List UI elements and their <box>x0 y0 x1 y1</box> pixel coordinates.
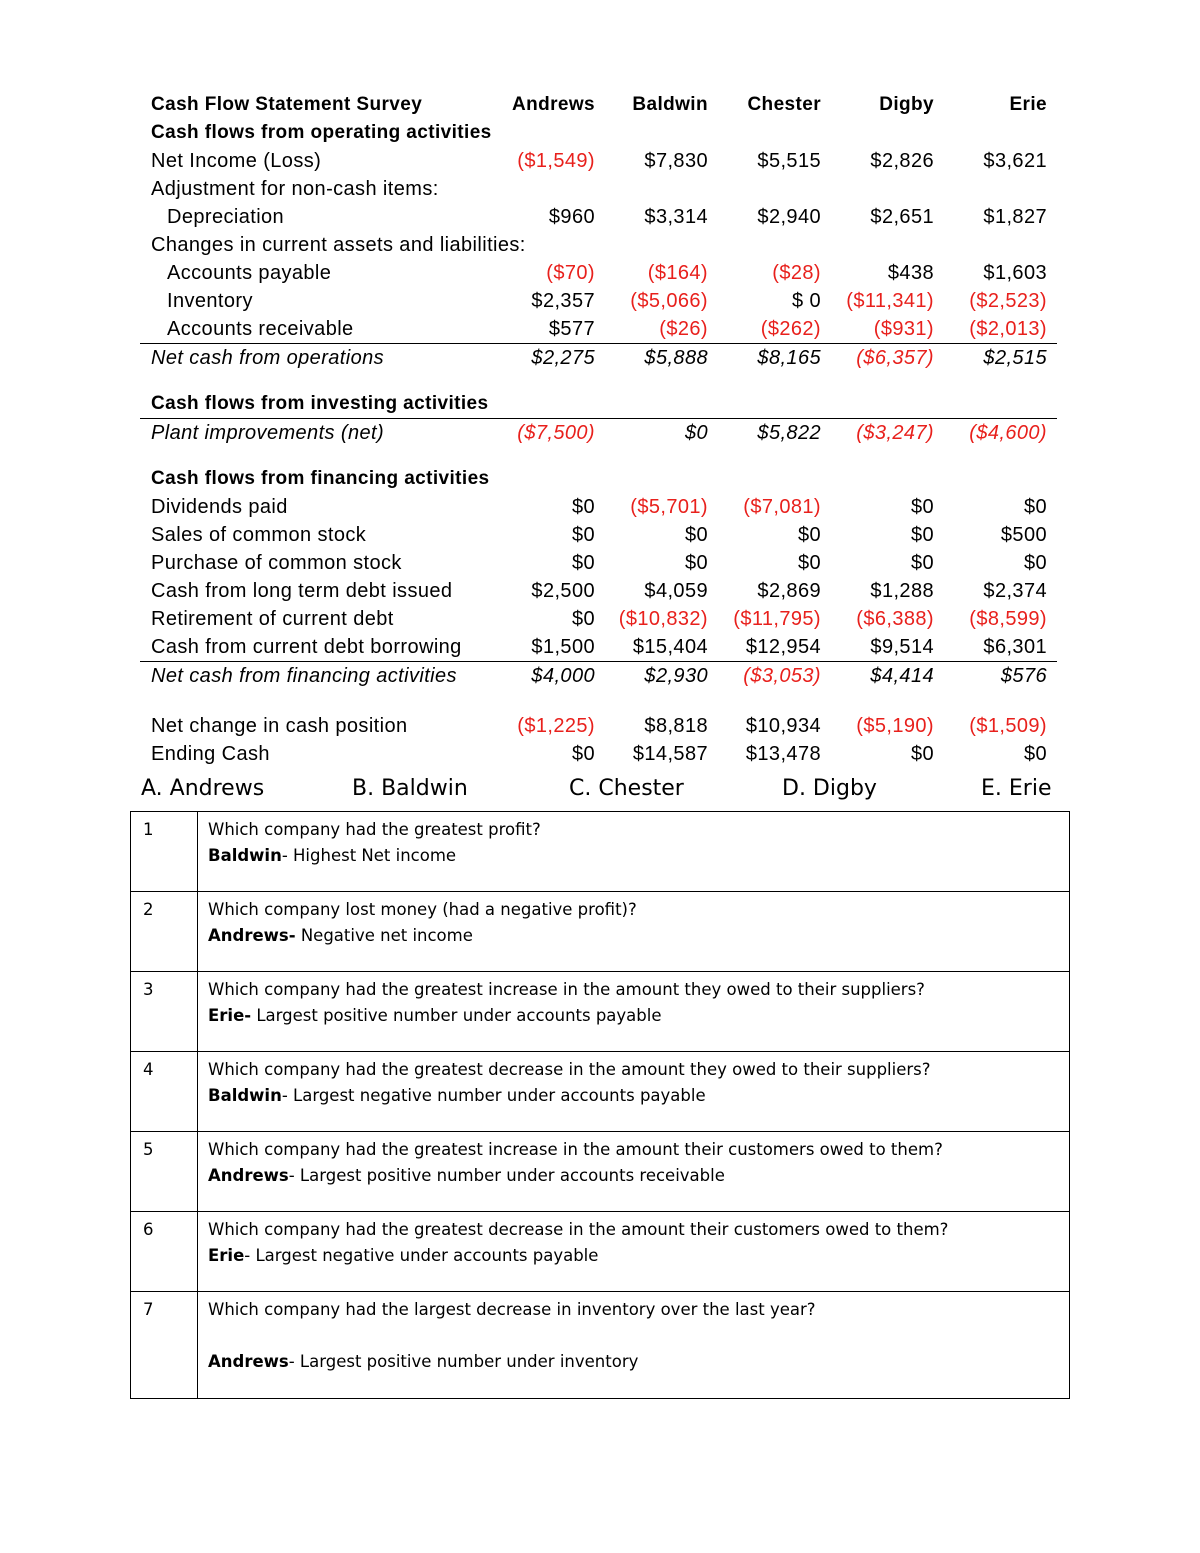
changes-label: Changes in current assets and liabilities: <box>151 233 526 256</box>
question-text: Which company had the greatest profit? <box>208 820 541 839</box>
value-cell: $0 <box>910 523 934 546</box>
value-cell: $576 <box>944 662 1057 691</box>
question-row <box>131 812 1070 892</box>
question-number: 6 <box>131 1212 198 1292</box>
question-text: Which company had the greatest increase in the amount they owed to their suppliers? <box>208 980 925 999</box>
row-label: Net change in cash position <box>151 714 408 737</box>
answer-explanation: - Largest negative number under accounts payable <box>281 1086 706 1105</box>
value-cell: $13,478 <box>745 742 821 765</box>
value-cell: $4,059 <box>644 579 708 602</box>
answer-line <box>208 1003 1059 1029</box>
value-cell: ($70) <box>546 261 595 284</box>
value-cell: $4,000 <box>492 662 605 691</box>
section-row <box>140 465 1057 493</box>
value-cell: $0 <box>910 495 934 518</box>
question-cell <box>198 812 1070 892</box>
row-label: Ending Cash <box>151 742 270 765</box>
row-label: Net cash from operations <box>140 344 492 373</box>
value-cell: ($26) <box>659 317 708 340</box>
company-header-andrews: Andrews <box>511 94 595 115</box>
value-cell: $1,500 <box>531 635 595 658</box>
value-cell: $2,930 <box>605 662 718 691</box>
question-row <box>131 892 1070 972</box>
value-cell: $0 <box>571 742 595 765</box>
table-row <box>140 315 1057 344</box>
value-cell: $0 <box>571 523 595 546</box>
statement-title: Cash Flow Statement Survey <box>151 94 423 115</box>
table-row <box>140 740 1057 768</box>
value-cell: $6,301 <box>983 635 1047 658</box>
value-cell: ($5,066) <box>630 289 708 312</box>
table-row <box>140 147 1057 175</box>
answer-company: Erie <box>208 1246 245 1265</box>
value-cell: ($10,832) <box>618 607 708 630</box>
question-table <box>130 811 1070 1399</box>
value-cell: $15,404 <box>632 635 708 658</box>
value-cell: $0 <box>910 551 934 574</box>
question-row <box>131 1212 1070 1292</box>
value-cell: $1,827 <box>983 205 1047 228</box>
question-cell <box>198 892 1070 972</box>
company-header-digby: Digby <box>879 94 934 115</box>
value-cell: $3,314 <box>644 205 708 228</box>
answer-company: Baldwin <box>208 1086 282 1105</box>
question-cell <box>198 972 1070 1052</box>
value-cell: $0 <box>684 523 708 546</box>
value-cell: ($5,190) <box>856 714 934 737</box>
spacer-row <box>140 447 1057 465</box>
value-cell: $0 <box>1023 742 1047 765</box>
question-row <box>131 1132 1070 1212</box>
value-cell: $0 <box>684 551 708 574</box>
subheading-row <box>140 175 1057 203</box>
value-cell: $577 <box>548 317 595 340</box>
value-cell: $0 <box>571 607 595 630</box>
value-cell: $7,830 <box>644 149 708 172</box>
row-label: Retirement of current debt <box>151 607 394 630</box>
spacer-row <box>140 372 1057 390</box>
answer-explanation: Largest positive number under accounts payable <box>251 1006 662 1025</box>
answer-line <box>208 1243 1059 1269</box>
value-cell: $0 <box>797 523 821 546</box>
question-number: 1 <box>131 812 198 892</box>
row-label: Cash from long term debt issued <box>151 579 453 602</box>
value-cell: ($2,013) <box>969 317 1047 340</box>
choice-d: D. Digby <box>782 776 877 801</box>
value-cell: ($7,500) <box>492 419 605 448</box>
value-cell: ($6,357) <box>831 344 944 373</box>
value-cell: $0 <box>797 551 821 574</box>
answer-company: Andrews <box>208 1166 289 1185</box>
question-number: 7 <box>131 1292 198 1399</box>
value-cell: ($8,599) <box>969 607 1047 630</box>
answer-explanation: - Largest negative under accounts payable <box>244 1246 599 1265</box>
question-text: Which company had the greatest increase in the amount their customers owed to them? <box>208 1140 943 1159</box>
question-cell <box>198 1292 1070 1399</box>
answer-company: Erie- <box>208 1006 252 1025</box>
value-cell: $2,275 <box>492 344 605 373</box>
value-cell: $1,603 <box>983 261 1047 284</box>
choice-a: A. Andrews <box>141 776 265 801</box>
value-cell: $2,651 <box>870 205 934 228</box>
value-cell: ($1,549) <box>517 149 595 172</box>
spacer-row <box>140 690 1057 712</box>
question-number: 5 <box>131 1132 198 1212</box>
value-cell: $0 <box>1023 551 1047 574</box>
value-cell: ($11,341) <box>846 289 934 312</box>
question-row <box>131 1292 1070 1399</box>
value-cell: $0 <box>910 742 934 765</box>
table-row <box>140 633 1057 662</box>
answer-line <box>208 923 1059 949</box>
value-cell: ($3,053) <box>718 662 831 691</box>
subheading-row <box>140 231 1057 259</box>
value-cell: $0 <box>571 495 595 518</box>
adjustment-label: Adjustment for non-cash items: <box>151 177 439 200</box>
value-cell: ($1,225) <box>517 714 595 737</box>
row-label: Inventory <box>167 289 253 312</box>
row-label: Net Income (Loss) <box>151 149 322 172</box>
answer-line <box>208 1349 1059 1375</box>
total-row <box>140 419 1057 448</box>
row-label: Cash from current debt borrowing <box>151 635 462 658</box>
value-cell: $2,500 <box>531 579 595 602</box>
value-cell: $500 <box>1000 523 1047 546</box>
value-cell: $2,826 <box>870 149 934 172</box>
row-label: Purchase of common stock <box>151 551 402 574</box>
table-row <box>140 577 1057 605</box>
value-cell: $8,818 <box>644 714 708 737</box>
value-cell: $12,954 <box>745 635 821 658</box>
question-number: 3 <box>131 972 198 1052</box>
value-cell: $4,414 <box>831 662 944 691</box>
company-header-erie: Erie <box>1009 94 1047 115</box>
company-header-baldwin: Baldwin <box>632 94 708 115</box>
value-cell: ($164) <box>647 261 708 284</box>
question-number: 2 <box>131 892 198 972</box>
table-row <box>140 259 1057 287</box>
value-cell: $2,869 <box>757 579 821 602</box>
value-cell: ($5,701) <box>630 495 708 518</box>
value-cell: ($1,509) <box>969 714 1047 737</box>
choice-b: B. Baldwin <box>352 776 468 801</box>
question-text: Which company had the greatest decrease in the amount their customers owed to them? <box>208 1220 949 1239</box>
row-label: Depreciation <box>167 205 285 228</box>
operating-section-header: Cash flows from operating activities <box>151 122 492 143</box>
table-row <box>140 605 1057 633</box>
value-cell: ($6,388) <box>856 607 934 630</box>
answer-line <box>208 1083 1059 1109</box>
value-cell: $2,374 <box>983 579 1047 602</box>
answer-company: Andrews- <box>208 926 296 945</box>
value-cell: $0 <box>1023 495 1047 518</box>
question-row <box>131 1052 1070 1132</box>
answer-explanation: - Largest positive number under inventory <box>288 1352 639 1371</box>
value-cell: $2,940 <box>757 205 821 228</box>
total-row <box>140 662 1057 691</box>
question-cell <box>198 1132 1070 1212</box>
answer-explanation: - Largest positive number under accounts receivable <box>288 1166 725 1185</box>
answer-line <box>208 843 1059 869</box>
value-cell: $5,822 <box>718 419 831 448</box>
answer-company: Andrews <box>208 1352 289 1371</box>
value-cell: ($262) <box>760 317 821 340</box>
value-cell: $1,288 <box>870 579 934 602</box>
question-text: Which company lost money (had a negative profit)? <box>208 900 637 919</box>
value-cell: ($4,600) <box>944 419 1057 448</box>
total-row <box>140 344 1057 373</box>
value-cell: $8,165 <box>718 344 831 373</box>
value-cell: $2,357 <box>531 289 595 312</box>
choice-e: E. Erie <box>981 776 1052 801</box>
question-text: Which company had the greatest decrease in the amount they owed to their suppliers? <box>208 1060 931 1079</box>
value-cell: $9,514 <box>870 635 934 658</box>
cash-flow-statement <box>140 91 1057 768</box>
row-label: Accounts receivable <box>167 317 354 340</box>
answer-company: Baldwin <box>208 846 282 865</box>
section-row <box>140 119 1057 147</box>
choice-c: C. Chester <box>569 776 684 801</box>
value-cell: $960 <box>548 205 595 228</box>
blank-line <box>208 1323 1059 1349</box>
value-cell: $5,515 <box>757 149 821 172</box>
investing-section-header: Cash flows from investing activities <box>151 393 489 414</box>
value-cell: ($3,247) <box>831 419 944 448</box>
value-cell: $438 <box>887 261 934 284</box>
value-cell: ($7,081) <box>743 495 821 518</box>
company-header-chester: Chester <box>747 94 821 115</box>
value-cell: $5,888 <box>605 344 718 373</box>
row-label: Net cash from financing activities <box>140 662 492 691</box>
value-cell: ($11,795) <box>733 607 821 630</box>
question-row <box>131 972 1070 1052</box>
question-cell <box>198 1052 1070 1132</box>
row-label: Accounts payable <box>167 261 332 284</box>
value-cell: ($931) <box>873 317 934 340</box>
answer-explanation: - Highest Net income <box>281 846 457 865</box>
row-label: Sales of common stock <box>151 523 367 546</box>
row-label: Plant improvements (net) <box>140 419 492 448</box>
value-cell: ($28) <box>772 261 821 284</box>
question-cell <box>198 1212 1070 1292</box>
value-cell: ($2,523) <box>969 289 1047 312</box>
table-row <box>140 493 1057 521</box>
section-row <box>140 390 1057 419</box>
table-row <box>140 203 1057 231</box>
value-cell: $0 <box>571 551 595 574</box>
table-row <box>140 521 1057 549</box>
value-cell: $3,621 <box>983 149 1047 172</box>
value-cell: $14,587 <box>632 742 708 765</box>
financing-section-header: Cash flows from financing activities <box>151 468 490 489</box>
answer-choices <box>141 776 1057 806</box>
value-cell: $0 <box>605 419 718 448</box>
value-cell: $ 0 <box>791 289 821 312</box>
question-text: Which company had the largest decrease in inventory over the last year? <box>208 1300 816 1319</box>
row-label: Dividends paid <box>151 495 288 518</box>
statement-header-row <box>140 91 1057 119</box>
table-row <box>140 549 1057 577</box>
answer-line <box>208 1163 1059 1189</box>
value-cell: $2,515 <box>944 344 1057 373</box>
value-cell: $10,934 <box>745 714 821 737</box>
answer-explanation: Negative net income <box>295 926 473 945</box>
table-row <box>140 712 1057 740</box>
table-row <box>140 287 1057 315</box>
question-number: 4 <box>131 1052 198 1132</box>
